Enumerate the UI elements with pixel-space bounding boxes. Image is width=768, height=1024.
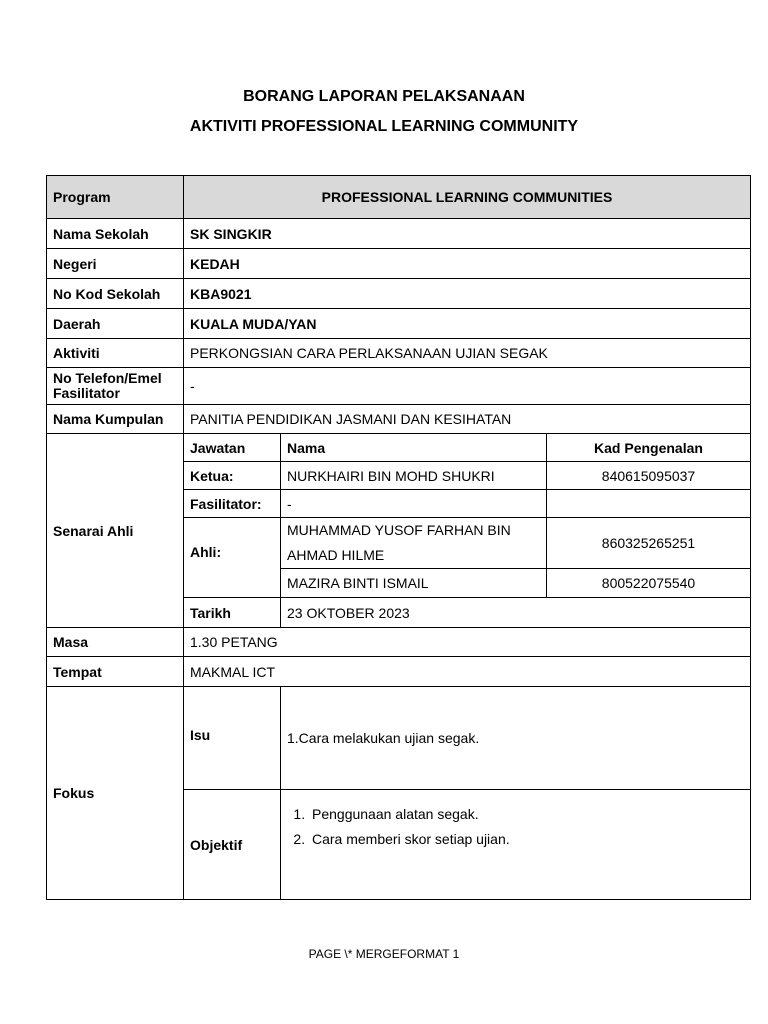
tarikh-label: Tarikh (184, 598, 281, 628)
fokus-label: Fokus (47, 687, 184, 900)
nama-sekolah-label: Nama Sekolah (47, 219, 184, 249)
fasilitator-jawatan: Fasilitator: (184, 490, 281, 518)
objektif-list (287, 802, 744, 852)
nama-kumpulan-value: PANITIA PENDIDIKAN JASMANI DAN KESIHATAN (184, 405, 751, 434)
telefon-value: - (184, 368, 751, 405)
form-title-line1: BORANG LAPORAN PELAKSANAAN (243, 88, 525, 105)
program-value: PROFESSIONAL LEARNING COMMUNITIES (184, 176, 751, 219)
ahli-1-nama-line1: MUHAMMAD YUSOF FARHAN BIN (287, 522, 511, 538)
ahli-label: Ahli: (184, 518, 281, 598)
ketua-kad: 840615095037 (547, 462, 751, 490)
fokus-isu-row (47, 687, 751, 790)
objektif-cell (281, 790, 751, 900)
ahli-1-kad: 860325265251 (547, 518, 751, 569)
report-table (46, 175, 751, 900)
objektif-item-2: 2. Cara memberi skor setiap ujian. (309, 827, 744, 852)
row-daerah (47, 309, 751, 339)
fasilitator-kad (547, 490, 751, 518)
isu-label: Isu (184, 687, 281, 790)
objektif-label: Objektif (184, 790, 281, 900)
aktiviti-value: PERKONGSIAN CARA PERLAKSANAAN UJIAN SEGAK (184, 339, 751, 368)
senarai-ahli-label: Senarai Ahli (47, 434, 184, 628)
tempat-label: Tempat (47, 657, 184, 687)
row-tempat (47, 657, 751, 687)
negeri-value: KEDAH (184, 249, 751, 279)
tempat-value: MAKMAL ICT (184, 657, 751, 687)
page-footer: PAGE \* MERGEFORMAT 1 (308, 947, 460, 961)
kod-sekolah-value: KBA9021 (184, 279, 751, 309)
objektif-item-1: 1. Penggunaan alatan segak. (309, 802, 744, 827)
ahli-1-nama (281, 518, 547, 569)
row-kod-sekolah (47, 279, 751, 309)
row-masa (47, 628, 751, 657)
ahli-1-nama-line2: AHMAD HILME (287, 547, 385, 563)
row-aktiviti (47, 339, 751, 368)
masa-label: Masa (47, 628, 184, 657)
program-label: Program (47, 176, 184, 219)
ketua-nama: NURKHAIRI BIN MOHD SHUKRI (281, 462, 547, 490)
telefon-label (47, 368, 184, 405)
telefon-label-line1: No Telefon/Emel (53, 370, 162, 386)
masa-value: 1.30 PETANG (184, 628, 751, 657)
negeri-label: Negeri (47, 249, 184, 279)
row-program (47, 176, 751, 219)
row-telefon (47, 368, 751, 405)
kod-sekolah-label: No Kod Sekolah (47, 279, 184, 309)
telefon-label-line2: Fasilitator (53, 385, 120, 401)
row-nama-kumpulan (47, 405, 751, 434)
header-nama: Nama (281, 434, 547, 462)
ketua-jawatan: Ketua: (184, 462, 281, 490)
isu-text: 1.Cara melakukan ujian segak. (281, 687, 751, 790)
daerah-value: KUALA MUDA/YAN (184, 309, 751, 339)
tarikh-value: 23 OKTOBER 2023 (281, 598, 751, 628)
row-negeri (47, 249, 751, 279)
ahli-2-nama: MAZIRA BINTI ISMAIL (281, 569, 547, 598)
header-jawatan: Jawatan (184, 434, 281, 462)
ahli-2-kad: 800522075540 (547, 569, 751, 598)
nama-kumpulan-label: Nama Kumpulan (47, 405, 184, 434)
nama-sekolah-value: SK SINGKIR (184, 219, 751, 249)
header-kad: Kad Pengenalan (547, 434, 751, 462)
senarai-header-row (47, 434, 751, 462)
row-nama-sekolah (47, 219, 751, 249)
daerah-label: Daerah (47, 309, 184, 339)
fasilitator-nama: - (281, 490, 547, 518)
aktiviti-label: Aktiviti (47, 339, 184, 368)
form-title-line2: AKTIVITI PROFESSIONAL LEARNING COMMUNITY (189, 118, 579, 135)
